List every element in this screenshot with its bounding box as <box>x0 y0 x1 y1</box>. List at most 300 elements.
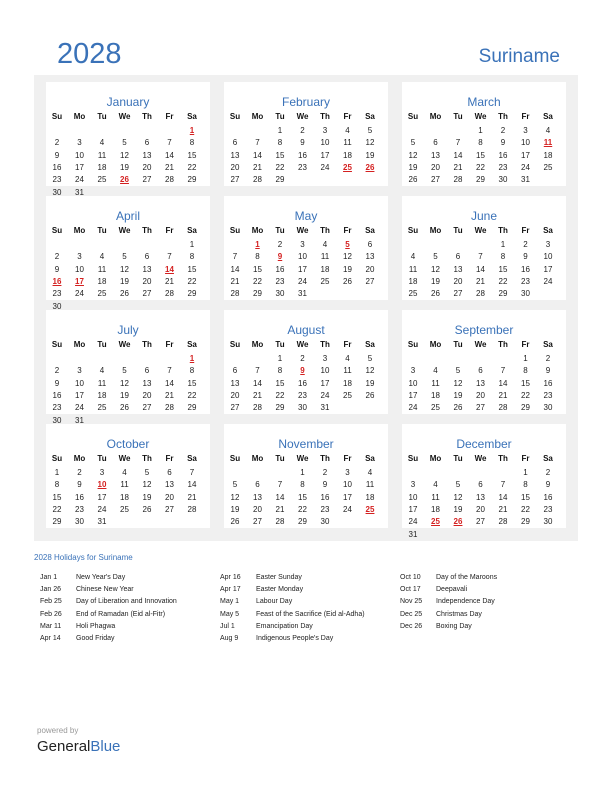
weekday-header: Th <box>320 454 330 463</box>
calendar-date: 21 <box>498 390 508 400</box>
holiday-date-label: Apr 14 <box>40 634 61 642</box>
calendar-date: 23 <box>52 175 62 185</box>
calendar-date: 27 <box>142 175 152 185</box>
weekday-header: Su <box>229 112 241 121</box>
calendar-date: 1 <box>523 468 528 477</box>
calendar-date: 14 <box>453 150 463 160</box>
calendar-date: 31 <box>320 403 330 413</box>
calendar-date: 3 <box>99 468 105 477</box>
calendar-date: 17 <box>320 150 330 160</box>
calendar-date: 23 <box>498 162 508 172</box>
calendar-date: 5 <box>433 252 438 262</box>
holiday-name: Labour Day <box>256 598 293 606</box>
weekday-header: Tu <box>97 340 107 349</box>
calendar-date: 7 <box>277 480 283 490</box>
weekday-header: Su <box>229 340 241 349</box>
weekday-header: Sa <box>543 112 553 121</box>
calendar-date: 12 <box>343 252 352 262</box>
calendar-date: 1 <box>500 240 506 249</box>
calendar-date: 9 <box>322 480 328 490</box>
calendar-date: 20 <box>165 492 174 502</box>
month-name: February <box>281 95 331 109</box>
weekday-header: We <box>118 340 131 349</box>
month-february <box>224 82 388 186</box>
calendar-date: 29 <box>52 517 62 527</box>
holiday-date: 9 <box>277 252 283 262</box>
calendar-date: 16 <box>320 492 330 502</box>
calendar-date: 11 <box>320 252 330 262</box>
holiday-date-label: Mar 11 <box>40 622 62 630</box>
calendar-date: 6 <box>167 468 172 477</box>
weekday-header: Sa <box>365 112 375 121</box>
calendar-date: 19 <box>408 162 418 172</box>
weekday-header: Sa <box>365 226 375 235</box>
month-name: April <box>115 209 140 223</box>
calendar-date: 15 <box>275 150 285 160</box>
calendar-date: 17 <box>408 504 418 514</box>
holiday-name: Feast of the Sacrifice (Eid al-Adha) <box>256 610 365 618</box>
month-name: June <box>470 209 498 223</box>
calendar-date: 2 <box>322 468 328 477</box>
calendar-date: 15 <box>275 378 285 388</box>
page-title-year: 2028 <box>57 38 122 70</box>
calendar-date: 25 <box>408 289 418 299</box>
calendar-date: 16 <box>52 162 62 172</box>
calendar-date: 8 <box>255 252 260 262</box>
calendar-date: 27 <box>453 289 463 299</box>
weekday-header: We <box>474 340 487 349</box>
calendar-date: 16 <box>75 492 84 502</box>
calendar-date: 20 <box>230 162 240 172</box>
calendar-date: 6 <box>433 138 438 148</box>
calendar-date: 29 <box>476 175 485 185</box>
calendar-date: 23 <box>52 289 62 299</box>
weekday-header: Th <box>142 340 152 349</box>
calendar-date: 12 <box>431 264 440 274</box>
holiday-date-label: Aug 9 <box>220 634 239 642</box>
calendar-date: 5 <box>455 480 461 490</box>
calendar-date: 28 <box>230 289 240 299</box>
calendar-date: 20 <box>476 390 485 400</box>
calendar-date: 18 <box>320 264 330 274</box>
weekday-header: We <box>296 112 309 121</box>
holiday-date: 17 <box>75 276 84 286</box>
weekday-header: We <box>296 226 309 235</box>
calendar-date: 29 <box>187 289 197 299</box>
calendar-date: 29 <box>275 175 285 185</box>
calendar-date: 23 <box>298 162 307 172</box>
calendar-date: 9 <box>54 264 60 274</box>
calendar-date: 24 <box>75 175 84 185</box>
calendar-date: 18 <box>408 276 418 286</box>
calendar-date: 26 <box>431 289 440 299</box>
holiday-date-label: Jan 26 <box>40 586 62 594</box>
weekday-header: We <box>474 112 487 121</box>
calendar-date: 17 <box>408 390 418 400</box>
calendar-date: 7 <box>455 138 461 148</box>
weekday-header: Sa <box>365 340 375 349</box>
calendar-date: 26 <box>408 175 418 185</box>
calendar-date: 18 <box>431 390 440 400</box>
calendar-date: 5 <box>455 366 461 376</box>
calendar-date: 13 <box>230 378 240 388</box>
month-september <box>402 310 566 414</box>
calendar-date: 30 <box>543 517 553 527</box>
calendar-date: 31 <box>97 517 107 527</box>
holiday-name: Christmas Day <box>436 610 482 618</box>
month-name: January <box>106 95 150 109</box>
weekday-header: Tu <box>275 112 285 121</box>
month-name: March <box>467 95 501 109</box>
weekday-header: We <box>118 112 131 121</box>
calendar-date: 2 <box>54 366 60 376</box>
calendar-date: 2 <box>277 240 283 249</box>
calendar-date: 29 <box>521 517 530 527</box>
calendar-date: 16 <box>543 492 553 502</box>
calendar-date: 6 <box>367 240 373 249</box>
calendar-date: 6 <box>144 252 150 262</box>
calendar-date: 24 <box>75 403 84 413</box>
calendar-date: 11 <box>431 378 440 388</box>
calendar-date: 22 <box>275 390 285 400</box>
weekday-header: Tu <box>453 112 463 121</box>
calendar-date: 12 <box>453 378 463 388</box>
weekday-header: Tu <box>275 340 285 349</box>
calendar-date: 28 <box>253 175 262 185</box>
weekday-header: Mo <box>251 226 264 235</box>
calendar-date: 18 <box>97 390 107 400</box>
calendar-date: 30 <box>275 289 285 299</box>
calendar-date: 29 <box>521 403 530 413</box>
calendar-date: 7 <box>167 138 172 148</box>
month-name: November <box>278 437 334 451</box>
calendar-date: 22 <box>187 390 197 400</box>
calendar-date: 18 <box>343 150 352 160</box>
calendar-date: 15 <box>187 378 197 388</box>
calendar-date: 5 <box>122 252 127 262</box>
month-name: May <box>294 209 318 223</box>
calendar-date: 28 <box>498 403 508 413</box>
month-name: October <box>106 437 150 451</box>
calendar-date: 11 <box>365 480 375 490</box>
calendar-date: 24 <box>75 289 84 299</box>
calendar-date: 18 <box>343 378 352 388</box>
calendar-date: 13 <box>365 252 375 262</box>
calendar-date: 7 <box>500 480 506 490</box>
calendar-date: 15 <box>187 264 197 274</box>
calendar-date: 29 <box>187 175 197 185</box>
calendar-date: 15 <box>253 264 262 274</box>
calendar-date: 5 <box>367 126 373 135</box>
calendar-date: 13 <box>165 480 174 490</box>
calendar-date: 19 <box>142 492 152 502</box>
weekday-header: Tu <box>97 454 107 463</box>
calendar-date: 15 <box>521 378 530 388</box>
calendar-date: 8 <box>523 480 528 490</box>
weekday-header: Mo <box>73 454 86 463</box>
holiday-date: 26 <box>365 162 375 172</box>
calendar-date: 9 <box>545 480 551 490</box>
weekday-header: Fr <box>521 112 530 121</box>
calendar-date: 12 <box>408 150 418 160</box>
calendar-date: 14 <box>253 150 262 160</box>
calendar-date: 25 <box>343 390 352 400</box>
calendar-date: 20 <box>431 162 440 172</box>
calendar-date: 21 <box>165 276 174 286</box>
calendar-date: 8 <box>500 252 506 262</box>
weekday-header: Su <box>51 112 63 121</box>
calendar-date: 3 <box>523 126 528 135</box>
calendar-date: 26 <box>120 403 129 413</box>
calendar-date: 10 <box>543 252 553 262</box>
calendar-date: 19 <box>343 264 352 274</box>
calendar-date: 16 <box>298 378 307 388</box>
month-name: September <box>454 323 514 337</box>
holiday-date-label: Apr 17 <box>220 586 241 594</box>
weekday-header: Sa <box>187 112 197 121</box>
calendar-date: 10 <box>75 150 84 160</box>
weekday-header: Sa <box>543 226 553 235</box>
calendar-date: 20 <box>453 276 463 286</box>
calendar-date: 16 <box>543 378 553 388</box>
weekday-header: Mo <box>429 454 442 463</box>
calendar-date: 31 <box>75 187 84 197</box>
calendar-date: 11 <box>343 366 352 376</box>
calendar-date: 26 <box>230 517 240 527</box>
weekday-header: Fr <box>165 112 174 121</box>
calendar-date: 11 <box>343 138 352 148</box>
holiday-name: Day of the Maroons <box>436 574 498 581</box>
holiday-date-label: May 5 <box>220 610 240 618</box>
calendar-date: 8 <box>523 366 528 376</box>
calendar-date: 27 <box>431 175 440 185</box>
calendar-date: 6 <box>478 480 483 490</box>
calendar-date: 19 <box>120 162 129 172</box>
weekday-header: Sa <box>543 340 553 349</box>
weekday-header: Su <box>229 226 241 235</box>
calendar-date: 16 <box>521 264 530 274</box>
weekday-header: Sa <box>187 454 197 463</box>
calendar-date: 18 <box>120 492 129 502</box>
calendar-date: 11 <box>120 480 129 490</box>
calendar-date: 14 <box>253 378 262 388</box>
holiday-date: 25 <box>431 517 440 527</box>
calendar-date: 17 <box>298 264 307 274</box>
calendar-date: 8 <box>54 480 60 490</box>
calendar-date: 23 <box>543 504 553 514</box>
weekday-header: Tu <box>97 226 107 235</box>
calendar-date: 3 <box>322 126 328 135</box>
holiday-name: Good Friday <box>76 634 115 642</box>
calendar-date: 24 <box>543 276 553 286</box>
calendar-date: 10 <box>75 264 84 274</box>
calendar-date: 28 <box>476 289 485 299</box>
calendar-date: 1 <box>478 126 483 135</box>
calendar-date: 15 <box>498 264 508 274</box>
holiday-date: 26 <box>453 517 463 527</box>
calendar-date: 18 <box>431 504 440 514</box>
weekday-header: Sa <box>543 454 553 463</box>
holiday-name: Deepavali <box>436 586 468 594</box>
calendar-date: 19 <box>230 504 240 514</box>
calendar-date: 8 <box>189 138 195 148</box>
holiday-name: New Year's Day <box>76 574 126 581</box>
calendar-date: 20 <box>253 504 262 514</box>
weekday-header: Mo <box>429 112 442 121</box>
calendar-date: 27 <box>142 289 152 299</box>
calendar-date: 11 <box>97 264 107 274</box>
weekday-header: Su <box>51 454 63 463</box>
calendar-date: 8 <box>189 252 195 262</box>
weekday-header: Th <box>498 454 508 463</box>
calendar-date: 2 <box>523 240 528 249</box>
calendar-date: 7 <box>167 366 172 376</box>
calendar-date: 7 <box>167 252 172 262</box>
calendar-date: 26 <box>120 289 129 299</box>
calendar-date: 10 <box>298 252 307 262</box>
calendar-date: 24 <box>320 162 330 172</box>
calendar-date: 9 <box>545 366 551 376</box>
calendar-date: 17 <box>97 492 107 502</box>
month-march <box>402 82 566 186</box>
calendar-date: 14 <box>230 264 240 274</box>
calendar-date: 19 <box>453 504 463 514</box>
calendar-date: 4 <box>122 468 127 477</box>
calendar-date: 30 <box>543 403 553 413</box>
calendar-date: 13 <box>476 492 485 502</box>
calendar-date: 1 <box>277 126 283 135</box>
calendar-date: 21 <box>165 390 174 400</box>
calendar-date: 29 <box>253 289 262 299</box>
calendar-date: 18 <box>543 150 553 160</box>
holiday-name: End of Ramadan (Eid al-Fitr) <box>76 610 166 618</box>
calendar-date: 11 <box>97 150 107 160</box>
calendar-date: 5 <box>232 480 238 490</box>
calendar-date: 31 <box>521 175 530 185</box>
calendar-date: 1 <box>54 468 60 477</box>
calendar-date: 21 <box>165 162 174 172</box>
month-october <box>46 424 210 528</box>
calendar-date: 28 <box>165 289 174 299</box>
calendar-date: 4 <box>433 480 438 490</box>
calendar-date: 17 <box>320 378 330 388</box>
calendar-date: 16 <box>298 150 307 160</box>
calendar-date: 13 <box>142 378 152 388</box>
holiday-date-label: Jan 1 <box>40 574 58 581</box>
holiday-date: 16 <box>52 276 62 286</box>
calendar-date: 14 <box>476 264 485 274</box>
calendar-date: 18 <box>365 492 375 502</box>
weekday-header: Fr <box>521 226 530 235</box>
calendar-date: 6 <box>455 252 461 262</box>
calendar-date: 22 <box>253 276 262 286</box>
weekday-header: Fr <box>521 454 530 463</box>
calendar-date: 22 <box>275 162 285 172</box>
weekday-header: Th <box>498 112 508 121</box>
month-may <box>224 196 388 300</box>
holiday-date: 26 <box>120 175 129 185</box>
calendar-date: 7 <box>255 366 260 376</box>
calendar-date: 8 <box>300 480 305 490</box>
calendar-date: 15 <box>52 492 62 502</box>
calendar-date: 23 <box>298 390 307 400</box>
weekday-header: We <box>118 226 131 235</box>
month-name: December <box>456 437 512 451</box>
holiday-date: 10 <box>97 480 107 490</box>
calendar-date: 12 <box>230 492 240 502</box>
calendar-date: 23 <box>275 276 285 286</box>
calendar-date: 13 <box>230 150 240 160</box>
calendar-date: 27 <box>365 276 375 286</box>
calendar-date: 3 <box>77 138 82 148</box>
calendar-date: 14 <box>498 492 508 502</box>
month-name: August <box>287 323 325 337</box>
calendar-date: 25 <box>320 276 330 286</box>
calendar-date: 22 <box>521 390 530 400</box>
holiday-date-label: Feb 25 <box>40 598 62 606</box>
calendar-date: 30 <box>52 301 62 311</box>
calendar-date: 31 <box>298 289 307 299</box>
calendar-date: 14 <box>275 492 285 502</box>
calendar-date: 25 <box>97 289 107 299</box>
brand-logo <box>37 738 120 755</box>
calendar-date: 25 <box>431 403 440 413</box>
calendar-date: 5 <box>367 354 373 363</box>
calendar-date: 22 <box>521 504 530 514</box>
calendar-date: 6 <box>144 366 150 376</box>
calendar-date: 10 <box>521 138 530 148</box>
calendar-date: 8 <box>189 366 195 376</box>
weekday-header: Fr <box>165 340 174 349</box>
calendar-date: 23 <box>320 504 330 514</box>
calendar-date: 8 <box>478 138 483 148</box>
calendar-date: 5 <box>144 468 150 477</box>
calendar-date: 19 <box>120 276 129 286</box>
calendar-date: 27 <box>230 175 240 185</box>
calendar-date: 27 <box>476 517 485 527</box>
calendar-date: 25 <box>97 175 107 185</box>
calendar-date: 2 <box>300 354 305 363</box>
calendar-date: 26 <box>365 390 375 400</box>
calendar-date: 20 <box>230 390 240 400</box>
calendar-date: 19 <box>431 276 440 286</box>
calendar-date: 20 <box>142 276 152 286</box>
calendar-date: 7 <box>500 366 506 376</box>
calendar-date: 18 <box>97 162 107 172</box>
month-november <box>224 424 388 528</box>
calendar-date: 17 <box>543 264 553 274</box>
calendar-date: 23 <box>543 390 553 400</box>
calendar-date: 23 <box>52 403 62 413</box>
calendar-date: 24 <box>298 276 307 286</box>
calendar-date: 3 <box>77 252 82 262</box>
calendar-date: 26 <box>453 403 463 413</box>
calendar-date: 9 <box>523 252 528 262</box>
calendar-date: 11 <box>408 264 418 274</box>
month-december <box>402 424 566 539</box>
calendar-date: 28 <box>253 403 262 413</box>
weekday-header: Th <box>320 226 330 235</box>
calendar-date: 22 <box>187 276 197 286</box>
calendar-date: 11 <box>97 378 107 388</box>
month-july <box>46 310 210 425</box>
calendar-date: 2 <box>300 126 305 135</box>
country-name: Suriname <box>478 46 560 67</box>
calendar-date: 1 <box>523 354 528 363</box>
month-august <box>224 310 388 414</box>
calendar-date: 27 <box>230 403 240 413</box>
calendar-date: 2 <box>54 138 60 148</box>
